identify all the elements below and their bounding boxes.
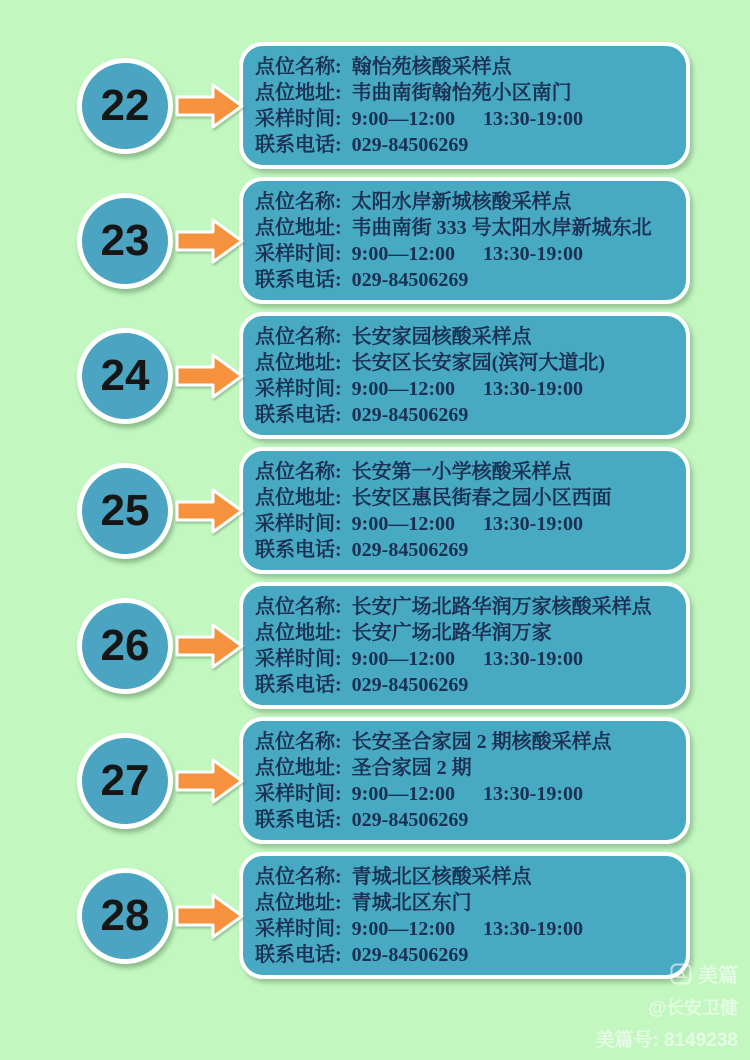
site-time-line <box>255 376 678 402</box>
site-number-badge: 28 <box>77 868 173 964</box>
site-phone-line <box>255 807 678 833</box>
site-time-line <box>255 916 678 942</box>
site-address: 韦曲南街翰怡苑小区南门 <box>351 82 572 104</box>
time-afternoon: 13:30-19:00 <box>483 378 583 400</box>
site-address-line <box>255 350 678 376</box>
time-morning: 9:00—12:00 <box>351 378 455 400</box>
site-time-line <box>255 241 678 267</box>
meipian-logo-icon <box>670 963 692 985</box>
name-label: 点位名称: <box>255 596 342 618</box>
name-label: 点位名称: <box>255 191 342 213</box>
name-label: 点位名称: <box>255 326 342 348</box>
site-name-line <box>255 324 678 350</box>
site-name: 长安第一小学核酸采样点 <box>351 461 572 483</box>
site-address-line <box>255 485 678 511</box>
site-address: 长安区长安家园(滨河大道北) <box>351 352 605 374</box>
name-label: 点位名称: <box>255 731 342 753</box>
time-afternoon: 13:30-19:00 <box>483 783 583 805</box>
phone-label: 联系电话: <box>255 539 342 561</box>
site-card <box>239 447 690 574</box>
site-time-line <box>255 106 678 132</box>
arrow-right-icon <box>175 891 245 941</box>
site-name: 翰怡苑核酸采样点 <box>351 56 512 78</box>
time-morning: 9:00—12:00 <box>351 108 455 130</box>
arrow-right-icon <box>175 486 245 536</box>
time-afternoon: 13:30-19:00 <box>483 918 583 940</box>
site-phone-line <box>255 537 678 563</box>
time-afternoon: 13:30-19:00 <box>483 108 583 130</box>
time-morning: 9:00—12:00 <box>351 513 455 535</box>
site-number-badge: 24 <box>77 328 173 424</box>
address-label: 点位地址: <box>255 82 342 104</box>
name-label: 点位名称: <box>255 461 342 483</box>
address-label: 点位地址: <box>255 892 342 914</box>
site-address: 圣合家园 2 期 <box>351 757 472 779</box>
site-card <box>239 177 690 304</box>
time-label: 采样时间: <box>255 783 342 805</box>
time-morning: 9:00—12:00 <box>351 783 455 805</box>
site-name-line <box>255 54 678 80</box>
phone-label: 联系电话: <box>255 269 342 291</box>
site-address: 青城北区东门 <box>351 892 472 914</box>
site-time-line <box>255 646 678 672</box>
address-label: 点位地址: <box>255 622 342 644</box>
phone-label: 联系电话: <box>255 404 342 426</box>
phone-label: 联系电话: <box>255 944 342 966</box>
phone-label: 联系电话: <box>255 134 342 156</box>
watermark-account: 美篇号: 8149238 <box>595 1030 738 1051</box>
site-row <box>77 582 690 709</box>
site-phone-line <box>255 402 678 428</box>
site-name-line <box>255 729 678 755</box>
site-address-line <box>255 215 678 241</box>
site-card <box>239 717 690 844</box>
site-name-line <box>255 864 678 890</box>
site-phone-line <box>255 672 678 698</box>
phone-label: 联系电话: <box>255 674 342 696</box>
site-time-line <box>255 781 678 807</box>
site-address-line <box>255 80 678 106</box>
time-label: 采样时间: <box>255 648 342 670</box>
site-number-badge: 25 <box>77 463 173 559</box>
arrow-right-icon <box>175 81 245 131</box>
time-label: 采样时间: <box>255 513 342 535</box>
time-afternoon: 13:30-19:00 <box>483 648 583 670</box>
watermark-handle: @长安卫健 <box>648 998 738 1018</box>
name-label: 点位名称: <box>255 56 342 78</box>
address-label: 点位地址: <box>255 352 342 374</box>
site-name: 青城北区核酸采样点 <box>351 866 532 888</box>
watermark <box>595 959 738 1052</box>
address-label: 点位地址: <box>255 757 342 779</box>
site-card <box>239 582 690 709</box>
site-row <box>77 42 690 169</box>
site-address: 韦曲南街 333 号太阳水岸新城东北 <box>351 217 652 239</box>
site-name: 长安家园核酸采样点 <box>351 326 532 348</box>
site-phone: 029-84506269 <box>351 404 469 426</box>
site-name-line <box>255 189 678 215</box>
address-label: 点位地址: <box>255 217 342 239</box>
name-label: 点位名称: <box>255 866 342 888</box>
site-address-line <box>255 620 678 646</box>
site-phone: 029-84506269 <box>351 944 469 966</box>
time-label: 采样时间: <box>255 108 342 130</box>
phone-label: 联系电话: <box>255 809 342 831</box>
site-phone: 029-84506269 <box>351 674 469 696</box>
time-label: 采样时间: <box>255 243 342 265</box>
site-row <box>77 177 690 304</box>
site-number-badge: 23 <box>77 193 173 289</box>
arrow-right-icon <box>175 756 245 806</box>
site-name-line <box>255 459 678 485</box>
arrow-right-icon <box>175 621 245 671</box>
site-number-badge: 27 <box>77 733 173 829</box>
site-row <box>77 717 690 844</box>
time-label: 采样时间: <box>255 378 342 400</box>
time-morning: 9:00—12:00 <box>351 648 455 670</box>
time-morning: 9:00—12:00 <box>351 243 455 265</box>
site-phone: 029-84506269 <box>351 539 469 561</box>
site-name: 太阳水岸新城核酸采样点 <box>351 191 572 213</box>
site-phone-line <box>255 132 678 158</box>
watermark-brand-row <box>595 959 738 988</box>
site-name: 长安广场北路华润万家核酸采样点 <box>351 596 652 618</box>
address-label: 点位地址: <box>255 487 342 509</box>
site-row <box>77 312 690 439</box>
site-time-line <box>255 511 678 537</box>
site-card <box>239 312 690 439</box>
site-phone: 029-84506269 <box>351 269 469 291</box>
site-card <box>239 42 690 169</box>
site-phone-line <box>255 267 678 293</box>
site-number-badge: 22 <box>77 58 173 154</box>
site-phone: 029-84506269 <box>351 134 469 156</box>
arrow-right-icon <box>175 351 245 401</box>
time-morning: 9:00—12:00 <box>351 918 455 940</box>
site-address: 长安区惠民街春之园小区西面 <box>351 487 612 509</box>
site-number-badge: 26 <box>77 598 173 694</box>
time-afternoon: 13:30-19:00 <box>483 243 583 265</box>
site-name: 长安圣合家园 2 期核酸采样点 <box>351 731 612 753</box>
site-row <box>77 447 690 574</box>
site-address-line <box>255 755 678 781</box>
watermark-brand: 美篇 <box>698 965 738 987</box>
site-address-line <box>255 890 678 916</box>
site-address: 长安广场北路华润万家 <box>351 622 552 644</box>
time-label: 采样时间: <box>255 918 342 940</box>
arrow-right-icon <box>175 216 245 266</box>
time-afternoon: 13:30-19:00 <box>483 513 583 535</box>
site-name-line <box>255 594 678 620</box>
site-phone: 029-84506269 <box>351 809 469 831</box>
